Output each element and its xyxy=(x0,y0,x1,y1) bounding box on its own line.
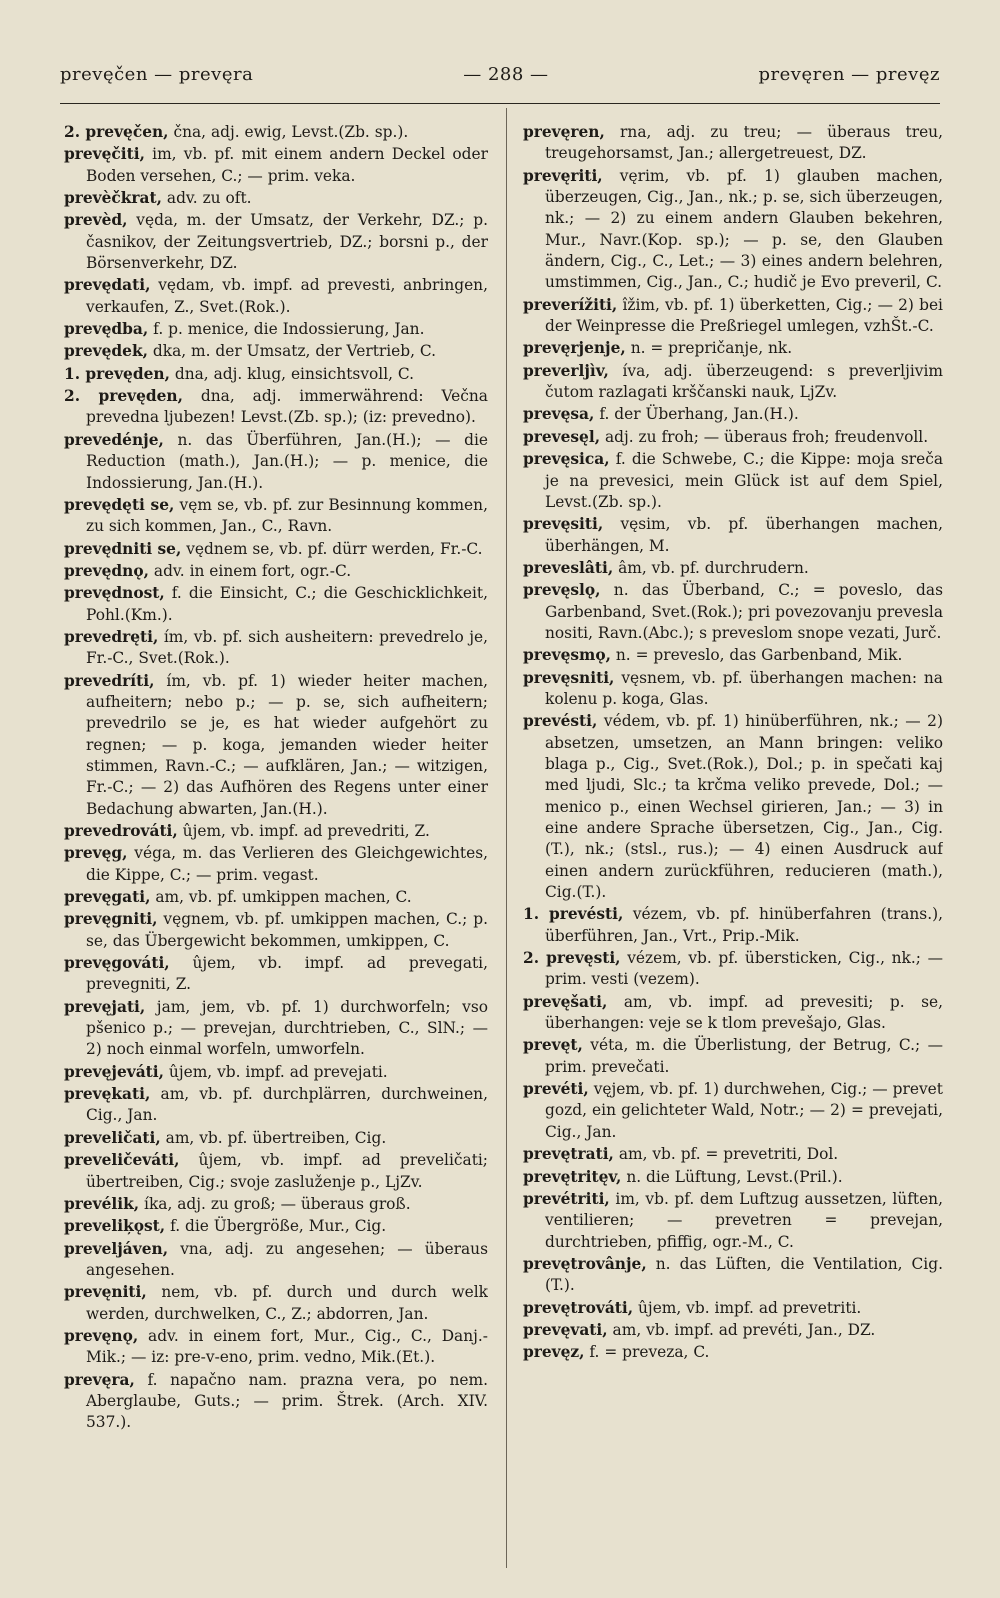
dictionary-entry xyxy=(523,404,943,425)
entry-headword: preveliķǫst, xyxy=(64,1217,166,1236)
header-right-guide-words: prevęren — prevęz xyxy=(758,64,940,85)
entry-definition: n. = preveslo, das Garbenband, Mik. xyxy=(615,646,903,665)
entry-definition: vędnem se, vb. pf. dürr werden, Fr.-C. xyxy=(186,539,483,558)
entry-headword: prevętrováti, xyxy=(523,1298,634,1317)
entry-definition: rna, adj. zu treu; — überaus treu, treugehorsamst, Jan.; allergetreuest, DZ. xyxy=(545,123,943,163)
entry-headword: prevęniti, xyxy=(64,1283,147,1302)
dictionary-entry xyxy=(523,1079,943,1143)
entry-definition: ûjem, vb. impf. ad prevedriti, Z. xyxy=(182,822,430,840)
dictionary-entry xyxy=(64,843,488,886)
entry-definition: f. = preveza, C. xyxy=(589,1343,710,1362)
dictionary-entry xyxy=(523,904,943,947)
dictionary-entry xyxy=(523,992,943,1035)
entry-definition: ím, vb. pf. sich ausheitern: prevedrelo je, Fr.-C., Svet.(Rok.). xyxy=(86,627,488,668)
dictionary-entry xyxy=(523,668,943,711)
dictionary-entry xyxy=(64,887,488,908)
entry-headword: prevęt, xyxy=(523,1036,583,1055)
entry-headword: prevętritęv, xyxy=(523,1167,622,1186)
entry-definition: f. die Schwebe, C.; die Kippe: moja sreča je na prevesici, mein Glück ist auf dem Spiel, Levst.(Zb. sp.). xyxy=(545,450,943,511)
entry-definition: dka, m. der Umsatz, der Vertrieb, C. xyxy=(152,342,437,361)
dictionary-entry xyxy=(64,821,488,842)
dictionary-entry xyxy=(523,122,943,165)
entry-definition: vęda, m. der Umsatz, der Verkehr, DZ.; p. časnikov, der Zeitungsvertrieb, DZ.; borsni p., der Börsenverkehr, DZ. xyxy=(86,211,488,273)
entry-definition: am, vb. impf. ad prevéti, Jan., DZ. xyxy=(612,1320,876,1339)
entry-definition: vędam, vb. impf. ad prevesti, anbringen, verkaufen, Z., Svet.(Rok.). xyxy=(86,276,488,316)
dictionary-entry xyxy=(523,948,943,991)
entry-definition: âm, vb. pf. durchrudern. xyxy=(618,558,809,577)
entry-definition: am, vb. pf. übertreiben, Cig. xyxy=(165,1128,387,1147)
entry-headword: prevęslǫ, xyxy=(523,581,601,600)
page-number: — 288 — xyxy=(463,64,549,85)
entry-definition: îžim, vb. pf. 1) überketten, Cig.; — 2) bei der Weinpresse die Preßriegel umlegen, vzhŠt.-C. xyxy=(545,295,943,336)
dictionary-entry xyxy=(64,319,488,340)
entry-headword: prevętrovânje, xyxy=(523,1254,647,1273)
entry-headword: prevèčkrat, xyxy=(64,189,162,208)
entry-definition: vęm se, vb. pf. zur Besinnung kommen, zu sich kommen, Jan., C., Ravn. xyxy=(86,495,488,536)
entry-definition: f. der Überhang, Jan.(H.). xyxy=(599,405,799,424)
column-divider xyxy=(506,108,507,1568)
entry-headword: prevędęti se, xyxy=(64,495,175,514)
entry-definition: ím, vb. pf. 1) wieder heiter machen, aufheitern; nebo p.; — p. se, sich aufheitern; prevedrilo se je, es hat wieder aufgehört zu regnen; — p. koga, jemanden wieder heiter stimmen, Ravn.-C.; — aufklären, Jan.; — witzigen, Fr.-C.; — 2) das Aufhören des Regens unter einer Bedachung abwarten, Jan.(H.). xyxy=(86,671,488,818)
entry-headword: prevęsniti, xyxy=(523,668,615,687)
dictionary-entry xyxy=(64,953,488,996)
dictionary-entry xyxy=(64,1326,488,1369)
entry-headword: preverížiti, xyxy=(523,295,618,314)
entry-definition: ûjem, vb. impf. ad preveličati; übertreiben, Cig.; svoje zasluženje p., LjZv. xyxy=(86,1151,488,1191)
dictionary-entry xyxy=(523,361,943,404)
entry-definition: n. das Überführen, Jan.(H.); — die Reduction (math.), Jan.(H.); — p. menice, die Indossierung, Jan.(H.). xyxy=(86,430,488,492)
dictionary-entry xyxy=(523,558,943,579)
entry-definition: vęrim, vb. pf. 1) glauben machen, überzeugen, Cig., Jan., nk.; p. se, sich überzeugen, nk.; — 2) zu einem andern Glauben bekehren, Mur., Navr.(Kop. sp.); — p. se, den Glauben ändern, Cig., C., Let.; — 3) eines andern belehren, umstimmen, Cig., Jan., C.; hudič je Evo preveril, C. xyxy=(545,166,943,292)
dictionary-entry xyxy=(64,210,488,274)
entry-definition: am, vb. impf. ad prevesiti; p. se, überhangen: veje se k tlom prevešajo, Glas. xyxy=(545,992,943,1033)
entry-definition: védem, vb. pf. 1) hinüberführen, nk.; — 2) absetzen, umsetzen, an Mann bringen: veliko blaga p., Cig., Svet.(Rok.), Dol.; p. in spečati kaj med ljudi, Slc.; ta krčma veliko prevede, Dol.; — menico p., einen Wechsel girieren, Jan.; — 3) in eine andere Sprache übersetzen, Cig., Jan., Cig.(T.), nk.; (stsl., rus.); — 4) einen Ausdruck auf einen andern zurückführen, reducieren (math.), Cig.(T.). xyxy=(545,712,943,902)
entry-headword: prevękati, xyxy=(64,1085,151,1104)
entry-headword: prevedręti, xyxy=(64,627,159,646)
entry-headword: 2. prevęčen, xyxy=(64,123,169,141)
dictionary-entry xyxy=(523,166,943,294)
entry-definition: adv. zu oft. xyxy=(166,189,252,208)
entry-definition: ûjem, vb. impf. ad prevegati, prevegniti, Z. xyxy=(86,954,488,994)
entry-headword: preveličeváti, xyxy=(64,1151,180,1170)
entry-headword: prevęgati, xyxy=(64,888,151,907)
dictionary-entry xyxy=(64,275,488,318)
entry-headword: preveljáven, xyxy=(64,1239,169,1258)
entry-headword: prevésti, xyxy=(523,712,598,731)
entry-definition: vna, adj. zu angesehen; — überaus angesehen. xyxy=(86,1239,488,1279)
dictionary-entry xyxy=(64,364,488,385)
entry-definition: n. die Lüftung, Levst.(Pril.). xyxy=(626,1167,843,1186)
entry-headword: prevęgováti, xyxy=(64,954,170,973)
entry-definition: vęsim, vb. pf. überhangen machen, überhängen, M. xyxy=(545,515,943,555)
entry-headword: 1. prevęden, xyxy=(64,364,170,383)
dictionary-entry xyxy=(523,580,943,644)
entry-headword: prevèd, xyxy=(64,211,128,230)
entry-headword: prevedénje, xyxy=(64,430,164,449)
dictionary-entry xyxy=(64,671,488,820)
entry-headword: 2. prevęsti, xyxy=(523,949,621,968)
entry-definition: vęsnem, vb. pf. überhangen machen: na kolenu p. koga, Glas. xyxy=(545,668,943,708)
entry-headword: prevędniti se, xyxy=(64,539,182,558)
entry-headword: prevęsica, xyxy=(523,450,610,469)
entry-definition: adv. in einem fort, ogr.-C. xyxy=(153,561,352,580)
entry-headword: prevedríti, xyxy=(64,671,155,690)
entry-definition: vęgnem, vb. pf. umkippen machen, C.; p. se, das Übergewicht bekommen, umkippen, C. xyxy=(86,910,488,950)
entry-headword: prevęgniti, xyxy=(64,910,158,929)
entry-definition: dna, adj. klug, einsichtsvoll, C. xyxy=(174,364,415,383)
entry-headword: prevędek, xyxy=(64,342,148,361)
entry-definition: am, vb. pf. = prevetriti, Dol. xyxy=(618,1145,839,1164)
page-header xyxy=(60,64,940,85)
entry-headword: preveslâti, xyxy=(523,558,614,577)
dictionary-entry xyxy=(64,1370,488,1434)
entry-headword: prevęšati, xyxy=(523,992,608,1011)
entry-headword: prevęg, xyxy=(64,844,128,863)
entry-definition: adv. in einem fort, Mur., Cig., C., Danj.-Mik.; — iz: pre-v-eno, prim. vedno, Mik.(Et.). xyxy=(86,1326,488,1367)
entry-definition: íva, adj. überzeugend: s preverljivim čutom razlagati krščanski nauk, LjZv. xyxy=(545,361,943,402)
entry-definition: ûjem, vb. impf. ad prevejati. xyxy=(168,1062,388,1081)
entry-definition: véta, m. die Überlistung, der Betrug, C.; — prim. prevečati. xyxy=(545,1036,943,1076)
entry-definition: jam, jem, vb. pf. 1) durchworfeln; vso pšenico p.; — prevejan, durchtrieben, C., SlN.; — 2) noch einmal worfeln, umworfeln. xyxy=(86,997,488,1059)
dictionary-entry xyxy=(523,1035,943,1078)
dictionary-entry xyxy=(64,583,488,626)
entry-headword: prevęz, xyxy=(523,1343,585,1362)
dictionary-entry xyxy=(523,427,943,448)
entry-headword: prevęjeváti, xyxy=(64,1062,164,1081)
entry-definition: f. die Einsicht, C.; die Geschicklichkeit, Pohl.(Km.). xyxy=(86,584,488,624)
entry-definition: vézem, vb. pf. übersticken, Cig., nk.; — prim. vesti (vezem). xyxy=(545,949,943,989)
dictionary-entry xyxy=(523,449,943,513)
dictionary-entry xyxy=(64,1216,488,1237)
dictionary-entry xyxy=(64,341,488,362)
dictionary-entry xyxy=(64,495,488,538)
entry-definition: íka, adj. zu groß; — überaus groß. xyxy=(144,1194,411,1213)
dictionary-entry xyxy=(64,539,488,560)
dictionary-entry xyxy=(523,645,943,666)
dictionary-entry xyxy=(64,1282,488,1325)
header-left-guide-words: prevęčen — prevęra xyxy=(60,64,254,85)
entry-headword: prevęčiti, xyxy=(64,145,145,164)
dictionary-entry xyxy=(64,909,488,952)
dictionary-entry xyxy=(64,1194,488,1215)
dictionary-entry xyxy=(523,1342,943,1363)
entry-headword: preverljìv, xyxy=(523,361,609,380)
entry-definition: am, vb. pf. umkippen machen, C. xyxy=(155,888,412,907)
entry-definition: adj. zu froh; — überaus froh; freudenvoll. xyxy=(604,427,929,446)
dictionary-entry xyxy=(64,1239,488,1282)
entry-headword: prevęnǫ, xyxy=(64,1326,139,1345)
entry-definition: im, vb. pf. dem Luftzug aussetzen, lüften, ventilieren; — prevetren = prevejan, durchtrieben, pfiffig, ogr.-M., C. xyxy=(545,1189,943,1251)
left-column xyxy=(64,122,488,1586)
dictionary-entry xyxy=(64,1150,488,1193)
dictionary-entry xyxy=(64,1128,488,1149)
entry-definition: n. = prepričanje, nk. xyxy=(630,339,793,358)
entry-headword: prevędba, xyxy=(64,320,149,339)
entry-headword: prevélik, xyxy=(64,1194,140,1213)
entry-headword: prevęsmǫ, xyxy=(523,646,611,665)
entry-headword: prevęvati, xyxy=(523,1320,608,1339)
entry-definition: n. das Lüften, die Ventilation, Cig.(T.). xyxy=(545,1254,943,1295)
entry-headword: 2. prevęden, xyxy=(64,387,183,406)
entry-definition: f. die Übergröße, Mur., Cig. xyxy=(170,1217,387,1236)
dictionary-entry xyxy=(64,386,488,429)
entry-definition: vęjem, vb. pf. 1) durchwehen, Cig.; — prevet gozd, ein gelichteter Wald, Notr.; — 2) = prevejati, Cig., Jan. xyxy=(545,1080,943,1141)
entry-headword: prevędnǫ, xyxy=(64,561,149,580)
entry-headword: prevętrati, xyxy=(523,1145,614,1164)
dictionary-entry xyxy=(523,1320,943,1341)
entry-definition: am, vb. pf. durchplärren, durchweinen, Cig., Jan. xyxy=(86,1085,488,1125)
entry-headword: prevęrjenje, xyxy=(523,339,626,358)
entry-definition: im, vb. pf. mit einem andern Deckel oder Boden versehen, C.; — prim. veka. xyxy=(86,145,488,185)
header-rule xyxy=(60,103,940,104)
dictionary-entry xyxy=(64,188,488,209)
entry-headword: prevęsiti, xyxy=(523,515,604,534)
entry-headword: prevesęl, xyxy=(523,427,601,446)
entry-definition: čna, adj. ewig, Levst.(Zb. sp.). xyxy=(173,123,409,141)
entry-definition: n. das Überband, C.; = poveslo, das Garbenband, Svet.(Rok.); pri povezovanju prevesla nositi, Ravn.(Abc.); s preveslom snope vezati, Jurč. xyxy=(545,581,943,642)
dictionary-entry xyxy=(64,144,488,187)
dictionary-entry xyxy=(523,1254,943,1297)
entry-headword: preveličati, xyxy=(64,1128,161,1147)
dictionary-entry xyxy=(523,1167,943,1188)
dictionary-entry xyxy=(523,1298,943,1319)
entry-definition: dna, adj. immerwährend: Večna prevedna ljubezen! Levst.(Zb. sp.); (iz: prevedno). xyxy=(86,387,488,427)
entry-definition: véga, m. das Verlieren des Gleichgewichtes, die Kippe, C.; — prim. vegast. xyxy=(86,844,488,884)
entry-headword: prevedrováti, xyxy=(64,822,178,840)
entry-definition: ûjem, vb. impf. ad prevetriti. xyxy=(638,1298,862,1317)
entry-headword: prevęren, xyxy=(523,123,605,141)
entry-definition: vézem, vb. pf. hinüberfahren (trans.), überführen, Jan., Vrt., Prip.-Mik. xyxy=(545,905,943,945)
dictionary-entry xyxy=(523,711,943,903)
dictionary-entry xyxy=(64,1062,488,1083)
entry-headword: prevędati, xyxy=(64,276,151,295)
dictionary-entry xyxy=(64,1084,488,1127)
dictionary-entry xyxy=(523,338,943,359)
dictionary-entry xyxy=(523,295,943,338)
entry-definition: nem, vb. pf. durch und durch welk werden, durchwelken, C., Z.; abdorren, Jan. xyxy=(86,1283,488,1323)
entry-headword: prevéti, xyxy=(523,1080,589,1099)
dictionary-entry xyxy=(64,122,488,143)
dictionary-entry xyxy=(64,627,488,670)
entry-headword: prevędnost, xyxy=(64,584,165,603)
dictionary-entry xyxy=(523,1144,943,1165)
entry-definition: f. p. menice, die Indossierung, Jan. xyxy=(153,320,425,339)
dictionary-entry xyxy=(64,430,488,494)
dictionary-entry xyxy=(523,1189,943,1253)
entry-headword: prevęra, xyxy=(64,1370,135,1389)
entry-headword: 1. prevésti, xyxy=(523,905,624,924)
dictionary-entry xyxy=(64,561,488,582)
entry-headword: prevétriti, xyxy=(523,1189,610,1208)
right-column xyxy=(523,122,943,1586)
entry-headword: prevęjati, xyxy=(64,997,146,1016)
entry-definition: f. napačno nam. prazna vera, po nem. Aberglaube, Guts.; — prim. Štrek. (Arch. XIV. 537.). xyxy=(86,1370,488,1432)
dictionary-entry xyxy=(523,514,943,557)
entry-headword: prevęriti, xyxy=(523,166,603,185)
entry-headword: prevęsa, xyxy=(523,405,595,424)
dictionary-entry xyxy=(64,997,488,1061)
